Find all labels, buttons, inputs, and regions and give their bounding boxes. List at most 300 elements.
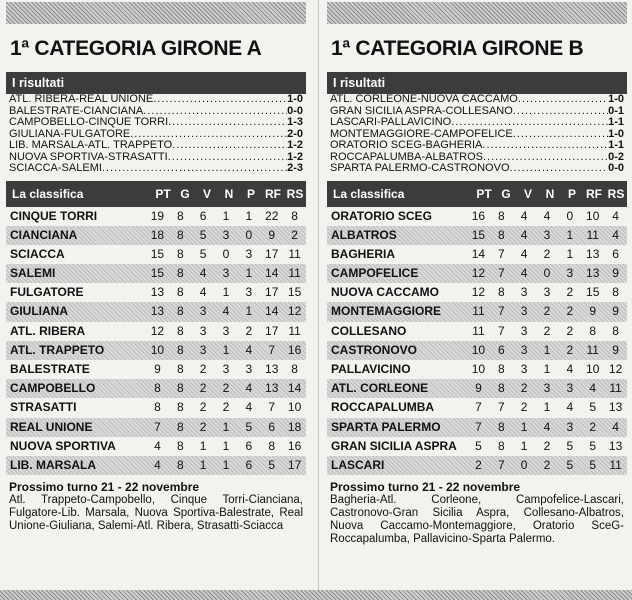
stat-cell: 4 — [154, 457, 161, 472]
stat-cell: 5 — [589, 438, 597, 453]
stat-cell: 6 — [497, 342, 505, 357]
stat-cell: 19 — [150, 208, 165, 223]
stat-cell: 4 — [245, 400, 253, 415]
stat-cell: 3 — [520, 342, 528, 357]
stat-cell: 2 — [199, 419, 207, 434]
stat-cell: 0 — [543, 266, 551, 281]
stat-cell: 8 — [176, 208, 184, 223]
stat-cell: 11 — [472, 323, 485, 338]
table-row — [6, 418, 306, 437]
result-row: BALESTRATE-CIANCIANA ..... 0-0 — [9, 106, 303, 118]
stat-cell: 5 — [589, 457, 597, 472]
table-row — [6, 264, 306, 283]
stat-cell: 3 — [543, 381, 551, 396]
result-row: SCIACCA-SALEMI ..... 2-3 — [9, 163, 303, 175]
stat-cell: 12 — [608, 362, 623, 376]
stat-cell: 18 — [287, 419, 302, 434]
team-name: FULGATORE — [10, 285, 84, 300]
team-name: BAGHERIA — [331, 246, 396, 261]
stat-cell: 11 — [586, 342, 599, 357]
girone-b-title: 1ª CATEGORIA GIRONE B — [331, 37, 584, 60]
team-name: CAMPOFELICE — [331, 266, 419, 281]
stat-cell: 11 — [472, 304, 485, 319]
table-row — [6, 207, 306, 226]
stat-cell: 8 — [497, 381, 505, 396]
stat-cell: 13 — [150, 285, 165, 300]
stat-cell: 9 — [154, 362, 161, 376]
stat-cell: 4 — [589, 381, 597, 396]
table-row — [327, 264, 627, 283]
stat-cell: 8 — [176, 381, 184, 396]
stat-cell: 8 — [176, 246, 184, 261]
stat-cell: 10 — [150, 342, 165, 357]
col-pt: PT — [155, 186, 171, 201]
stat-cell: 11 — [609, 381, 622, 396]
stat-cell: 7 — [497, 400, 505, 415]
stat-cell: 3 — [222, 323, 230, 338]
stat-cell: 1 — [566, 246, 574, 261]
stat-cell: 1 — [222, 419, 230, 434]
stat-cell: 10 — [586, 362, 600, 376]
standings-table — [6, 207, 306, 476]
team-name: SALEMI — [10, 266, 56, 281]
column-separator — [318, 0, 319, 600]
team-name: NUOVA CACCAMO — [331, 285, 439, 300]
stat-cell: 2 — [222, 400, 230, 415]
result-row: MONTEMAGGIORE-CAMPOFELICE ..... 1-0 — [330, 129, 624, 141]
stat-cell: 2 — [199, 362, 207, 376]
table-row — [6, 302, 306, 321]
results-list — [6, 94, 306, 175]
stat-cell: 3 — [199, 342, 207, 357]
stat-cell: 22 — [265, 208, 279, 223]
stat-cell: 8 — [497, 419, 505, 434]
next-round-title: Prossimo turno 21 - 22 novembre — [9, 480, 200, 495]
stat-cell: 3 — [543, 285, 551, 300]
stat-cell: 3 — [199, 323, 207, 338]
stat-cell: 0 — [222, 246, 230, 261]
stat-cell: 6 — [245, 438, 253, 453]
team-name: ALBATROS — [331, 227, 397, 242]
stat-cell: 10 — [287, 400, 302, 415]
team-name: CAMPOBELLO — [10, 381, 96, 396]
result-row: GIULIANA-FULGATORE ..... 2-0 — [9, 129, 303, 141]
table-row — [6, 456, 306, 475]
stat-cell: 13 — [586, 266, 600, 281]
table-row — [6, 341, 306, 360]
table-row — [327, 207, 627, 226]
team-name: LIB. MARSALA — [10, 457, 96, 472]
stat-cell: 1 — [245, 304, 253, 319]
col-pt: PT — [476, 186, 492, 201]
stat-cell: 13 — [150, 304, 165, 319]
stat-cell: 1 — [543, 342, 551, 357]
stat-cell: 9 — [612, 266, 619, 281]
stat-cell: 4 — [245, 342, 253, 357]
team-name: ATL. TRAPPETO — [10, 342, 105, 357]
results-list — [327, 94, 627, 175]
stat-cell: 2 — [566, 285, 574, 300]
stat-cell: 1 — [199, 438, 207, 453]
col-rs: RS — [286, 186, 304, 201]
stat-cell: 3 — [222, 227, 230, 242]
stat-cell: 6 — [612, 246, 619, 261]
standings-header-label: La classifica — [333, 186, 405, 201]
table-row — [327, 418, 627, 437]
stat-cell: 2 — [566, 304, 574, 319]
table-row — [6, 379, 306, 398]
stat-cell: 1 — [245, 208, 253, 223]
stat-cell: 8 — [268, 438, 276, 453]
stat-cell: 2 — [245, 323, 253, 338]
stat-cell: 8 — [612, 285, 619, 300]
stat-cell: 4 — [543, 208, 551, 223]
stat-cell: 3 — [245, 285, 253, 300]
stat-cell: 1 — [543, 400, 551, 415]
table-row — [6, 245, 306, 264]
result-row: SPARTA PALERMO-CASTRONOVO ..... 0-0 — [330, 163, 624, 175]
stat-cell: 12 — [287, 304, 302, 319]
table-row — [327, 245, 627, 264]
stat-cell: 2 — [475, 457, 482, 472]
standings-table — [327, 207, 627, 476]
result-row: LASCARI-PALLAVICINO ..... 1-1 — [330, 117, 624, 129]
stat-cell: 3 — [566, 266, 574, 281]
table-row — [6, 322, 306, 341]
stat-cell: 7 — [497, 266, 505, 281]
stat-cell: 3 — [520, 323, 528, 338]
stat-cell: 6 — [268, 419, 276, 434]
stat-cell: 11 — [288, 266, 301, 281]
col-n: N — [224, 186, 234, 201]
stat-cell: 2 — [520, 381, 528, 396]
stat-cell: 0 — [566, 208, 574, 223]
stat-cell: 8 — [497, 285, 505, 300]
col-g: G — [501, 186, 511, 201]
stat-cell: 5 — [199, 227, 207, 242]
col-p: P — [567, 186, 576, 201]
stat-cell: 8 — [291, 208, 298, 223]
stat-cell: 7 — [497, 323, 505, 338]
stat-cell: 3 — [520, 304, 528, 319]
stat-cell: 3 — [520, 362, 528, 376]
team-name: ATL. CORLEONE — [331, 381, 429, 396]
stat-cell: 4 — [199, 285, 207, 300]
top-pattern-bar — [6, 2, 306, 24]
top-pattern-bar — [327, 2, 627, 24]
stat-cell: 4 — [520, 246, 528, 261]
result-row: GRAN SICILIA ASPRA-COLLESANO ..... 0-1 — [330, 106, 624, 118]
table-row — [327, 360, 627, 379]
next-round-fixtures: Atl. Trappeto-Campobello, Cinque Torri-Cianciana, Fulgatore-Lib. Marsala, Nuova Sportiva-Balestrate, Real Unione-Giuliana, Salemi-Atl. Ribera, Strasatti-Sciacca — [9, 494, 303, 533]
stat-cell: 5 — [199, 246, 207, 261]
team-name: MONTEMAGGIORE — [331, 304, 441, 319]
stat-cell: 3 — [222, 266, 230, 281]
team-name: GIULIANA — [10, 304, 68, 319]
table-row — [327, 322, 627, 341]
table-row — [327, 226, 627, 245]
stat-cell: 2 — [543, 246, 551, 261]
stat-cell: 4 — [612, 419, 619, 434]
stat-cell: 5 — [475, 438, 482, 453]
stat-cell: 16 — [287, 438, 302, 453]
table-row — [327, 379, 627, 398]
stat-cell: 5 — [268, 457, 276, 472]
stat-cell: 8 — [291, 362, 298, 376]
stat-cell: 1 — [245, 266, 253, 281]
stat-cell: 4 — [566, 400, 574, 415]
stat-cell: 3 — [566, 419, 574, 434]
team-name: ROCCAPALUMBA — [331, 400, 435, 415]
bottom-pattern-bar — [0, 590, 632, 600]
result-row: ATL. CORLEONE-NUOVA CACCAMO ..... 1-0 — [330, 94, 624, 106]
stat-cell: 10 — [471, 362, 486, 376]
stat-cell: 12 — [471, 266, 486, 281]
team-name: LASCARI — [331, 457, 385, 472]
stat-cell: 8 — [176, 323, 184, 338]
stat-cell: 3 — [222, 362, 230, 376]
stat-cell: 4 — [222, 304, 230, 319]
stat-cell: 8 — [176, 457, 184, 472]
stat-cell: 15 — [586, 285, 600, 300]
stat-cell: 8 — [176, 438, 184, 453]
stat-cell: 3 — [520, 285, 528, 300]
standings-header — [327, 181, 627, 207]
stat-cell: 4 — [520, 208, 528, 223]
stat-cell: 10 — [471, 342, 486, 357]
stat-cell: 14 — [471, 246, 486, 261]
col-rf: RF — [265, 186, 281, 201]
standings-header-label: La classifica — [12, 186, 84, 201]
team-name: REAL UNIONE — [10, 419, 93, 434]
stat-cell: 8 — [176, 227, 184, 242]
stat-cell: 7 — [475, 419, 482, 434]
stat-cell: 2 — [543, 457, 551, 472]
stat-cell: 2 — [589, 419, 597, 434]
stat-cell: 14 — [265, 304, 279, 319]
stat-cell: 2 — [291, 227, 298, 242]
team-name: SCIACCA — [10, 246, 65, 261]
stat-cell: 8 — [612, 323, 619, 338]
table-row — [327, 302, 627, 321]
stat-cell: 8 — [497, 438, 505, 453]
stat-cell: 1 — [199, 457, 207, 472]
stat-cell: 9 — [268, 227, 276, 242]
stat-cell: 16 — [287, 342, 302, 357]
stat-cell: 2 — [222, 381, 230, 396]
col-v: V — [202, 186, 211, 201]
stat-cell: 14 — [265, 266, 279, 281]
stat-cell: 17 — [265, 285, 279, 300]
stat-cell: 0 — [245, 227, 253, 242]
result-row: ROCCAPALUMBA-ALBATROS ..... 0-2 — [330, 152, 624, 164]
stat-cell: 8 — [176, 400, 184, 415]
stat-cell: 8 — [589, 323, 597, 338]
stat-cell: 1 — [566, 227, 574, 242]
team-name: COLLESANO — [331, 323, 407, 338]
stat-cell: 1 — [520, 438, 528, 453]
table-row — [327, 456, 627, 475]
table-row — [6, 437, 306, 456]
result-row: NUOVA SPORTIVA-STRASATTI ..... 1-2 — [9, 152, 303, 164]
stat-cell: 3 — [199, 304, 207, 319]
next-round-fixtures: Bagheria-Atl. Corleone, Campofelice-Lascari, Castronovo-Gran Sicilia Aspra, Collesano-Albatros, Nuova Caccamo-Montemaggiore, Oratorio SceG-Roccapalumba, Pallavicino-Sparta Palermo. — [330, 494, 624, 546]
stat-cell: 2 — [199, 381, 207, 396]
table-row — [327, 398, 627, 417]
stat-cell: 2 — [566, 342, 574, 357]
stat-cell: 11 — [609, 457, 622, 472]
stat-cell: 2 — [520, 400, 528, 415]
stat-cell: 3 — [245, 246, 253, 261]
col-n: N — [545, 186, 555, 201]
team-name: CASTRONOVO — [331, 342, 418, 357]
stat-cell: 4 — [566, 362, 574, 376]
stat-cell: 0 — [520, 457, 528, 472]
stat-cell: 17 — [265, 246, 279, 261]
table-row — [327, 437, 627, 456]
stat-cell: 7 — [154, 419, 161, 434]
team-name: NUOVA SPORTIVA — [10, 438, 116, 453]
stat-cell: 18 — [150, 227, 165, 242]
team-name: CINQUE TORRI — [10, 208, 98, 223]
stat-cell: 8 — [176, 419, 184, 434]
col-p: P — [246, 186, 255, 201]
stat-cell: 8 — [176, 362, 184, 376]
stat-cell: 15 — [150, 266, 165, 281]
col-v: V — [523, 186, 532, 201]
stat-cell: 9 — [589, 304, 597, 319]
result-row: LIB. MARSALA-ATL. TRAPPETO ..... 1-2 — [9, 140, 303, 152]
stat-cell: 4 — [520, 266, 528, 281]
results-header: I risultati — [327, 72, 627, 94]
table-row — [6, 360, 306, 379]
stat-cell: 5 — [566, 438, 574, 453]
results-header: I risultati — [6, 72, 306, 94]
stat-cell: 15 — [287, 285, 302, 300]
stat-cell: 7 — [268, 400, 276, 415]
stat-cell: 17 — [265, 323, 279, 338]
stat-cell: 2 — [543, 438, 551, 453]
stat-cell: 11 — [586, 227, 599, 242]
stat-cell: 8 — [497, 362, 505, 376]
stat-cell: 3 — [245, 362, 253, 376]
girone-a-column — [6, 0, 306, 600]
stat-cell: 4 — [543, 419, 551, 434]
stat-cell: 3 — [543, 227, 551, 242]
stat-cell: 5 — [589, 400, 597, 415]
table-row — [6, 398, 306, 417]
stat-cell: 3 — [566, 381, 574, 396]
stat-cell: 1 — [222, 457, 230, 472]
stat-cell: 14 — [287, 381, 302, 396]
stat-cell: 17 — [287, 457, 302, 472]
team-name: GRAN SICILIA ASPRA — [331, 438, 457, 453]
stat-cell: 4 — [154, 438, 161, 453]
stat-cell: 7 — [497, 457, 505, 472]
stat-cell: 15 — [471, 227, 486, 242]
next-round-title: Prossimo turno 21 - 22 novembre — [330, 480, 521, 495]
stat-cell: 16 — [471, 208, 486, 223]
standings-header — [6, 181, 306, 207]
stat-cell: 12 — [150, 323, 165, 338]
team-name: ATL. RIBERA — [10, 323, 86, 338]
stat-cell: 8 — [497, 227, 505, 242]
col-rf: RF — [586, 186, 602, 201]
stat-cell: 9 — [612, 342, 619, 357]
girone-b-column — [327, 0, 627, 600]
stat-cell: 10 — [586, 208, 600, 223]
col-g: G — [180, 186, 190, 201]
stat-cell: 2 — [543, 304, 551, 319]
result-row: CAMPOBELLO-CINQUE TORRI ..... 1-3 — [9, 117, 303, 129]
stat-cell: 4 — [199, 266, 207, 281]
stat-cell: 8 — [154, 400, 161, 415]
stat-cell: 1 — [222, 285, 230, 300]
stat-cell: 1 — [520, 419, 528, 434]
stat-cell: 1 — [222, 208, 230, 223]
stat-cell: 4 — [612, 227, 619, 242]
table-row — [327, 283, 627, 302]
stat-cell: 1 — [222, 438, 230, 453]
stat-cell: 1 — [222, 342, 230, 357]
stat-cell: 7 — [497, 246, 505, 261]
team-name: SPARTA PALERMO — [331, 419, 441, 434]
team-name: STRASATTI — [10, 400, 77, 415]
stat-cell: 13 — [608, 438, 623, 453]
result-row: ATL. RIBERA-REAL UNIONE ..... 1-0 — [9, 94, 303, 106]
stat-cell: 7 — [475, 400, 482, 415]
stat-cell: 9 — [475, 381, 482, 396]
stat-cell: 13 — [608, 400, 623, 415]
stat-cell: 2 — [199, 400, 207, 415]
stat-cell: 8 — [176, 304, 184, 319]
table-row — [327, 341, 627, 360]
team-name: ORATORIO SCEG — [331, 208, 432, 223]
stat-cell: 5 — [245, 419, 253, 434]
result-row: ORATORIO SCEG-BAGHERIA ..... 1-1 — [330, 140, 624, 152]
stat-cell: 7 — [497, 304, 505, 319]
stat-cell: 8 — [176, 285, 184, 300]
stat-cell: 8 — [176, 342, 184, 357]
girone-a-title: 1ª CATEGORIA GIRONE A — [10, 37, 262, 60]
stat-cell: 9 — [612, 304, 619, 319]
stat-cell: 12 — [471, 285, 486, 300]
table-row — [6, 283, 306, 302]
stat-cell: 13 — [265, 362, 279, 376]
stat-cell: 8 — [497, 208, 505, 223]
stat-cell: 4 — [612, 208, 619, 223]
stat-cell: 8 — [154, 381, 161, 396]
team-name: CIANCIANA — [10, 227, 78, 242]
stat-cell: 6 — [245, 457, 253, 472]
stat-cell: 2 — [566, 323, 574, 338]
stat-cell: 7 — [268, 342, 276, 357]
col-rs: RS — [607, 186, 625, 201]
stat-cell: 11 — [288, 246, 301, 261]
stat-cell: 8 — [176, 266, 184, 281]
stat-cell: 4 — [245, 381, 253, 396]
stat-cell: 5 — [566, 457, 574, 472]
stat-cell: 13 — [265, 381, 279, 396]
team-name: PALLAVICINO — [331, 362, 411, 376]
stat-cell: 6 — [199, 208, 207, 223]
table-row — [6, 226, 306, 245]
stat-cell: 4 — [520, 227, 528, 242]
stat-cell: 2 — [543, 323, 551, 338]
stat-cell: 15 — [150, 246, 165, 261]
stat-cell: 13 — [586, 246, 600, 261]
stat-cell: 11 — [288, 323, 301, 338]
